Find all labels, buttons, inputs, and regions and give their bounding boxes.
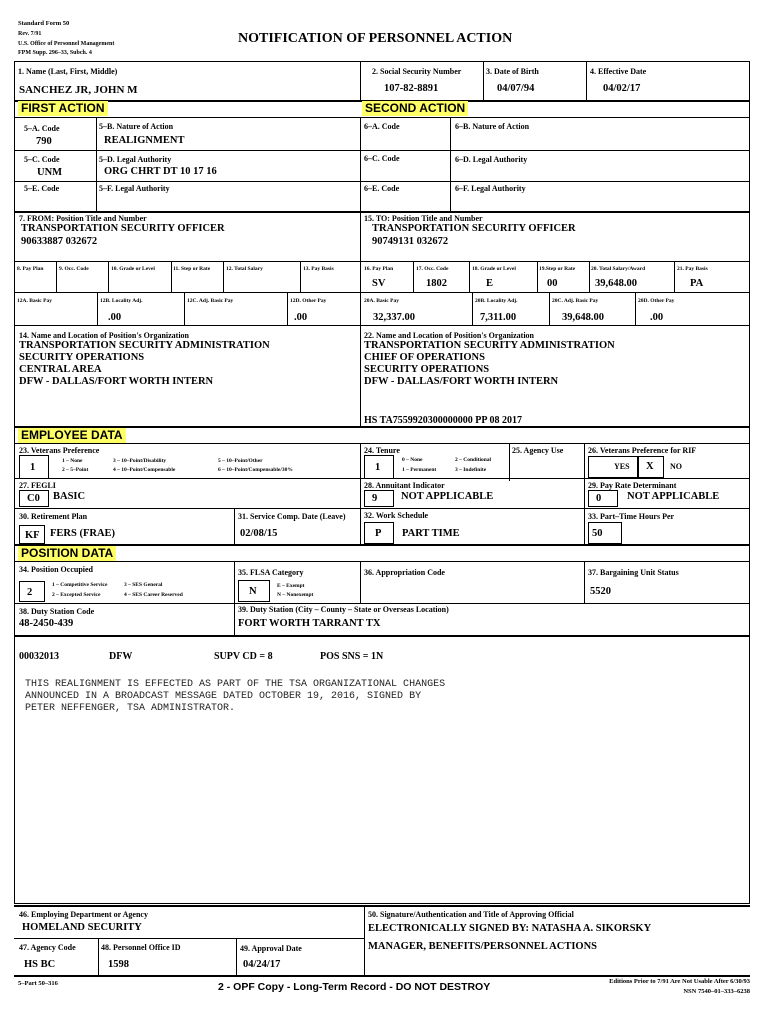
tenure-option: 1 – Permanent (402, 467, 437, 473)
locality-20b-label: 20B. Locality Adj. (475, 298, 518, 304)
other-pay-20d-label: 20D. Other Pay (638, 298, 675, 304)
appropriation-label: 36. Appropriation Code (364, 568, 445, 577)
org-22-code: HS TA7559920300000000 PP 08 2017 (364, 415, 522, 426)
hours-label: 33. Part–Time Hours Per (588, 512, 675, 521)
adj-basic-20c-value: 39,648.00 (562, 312, 604, 323)
other-pay-12d-label: 12D. Other Pay (290, 298, 327, 304)
code-5e-label: 5–E. Code (24, 184, 60, 193)
nsn-number: NSN 7540–01–333–6238 (683, 988, 750, 995)
effective-date-label: 4. Effective Date (590, 67, 647, 76)
from-position-number: 90633887 032672 (21, 236, 98, 247)
basic-pay-12a-label: 12A. Basic Pay (17, 298, 52, 304)
org-14-line: CENTRAL AREA (19, 364, 102, 375)
vet-option: 1 – None (62, 458, 83, 464)
first-action-heading: FIRST ACTION (18, 101, 108, 116)
step-19-value: 00 (547, 278, 558, 289)
dob-value: 04/07/94 (497, 83, 535, 94)
salary-12-label: 12. Total Salary (226, 266, 263, 272)
pay-basis-13-label: 13. Pay Basis (303, 266, 334, 272)
approval-date-value: 04/24/17 (243, 959, 281, 970)
schedule-value: PART TIME (402, 528, 460, 539)
schedule-label: 32. Work Schedule (364, 511, 429, 520)
nature-6b-label: 6–B. Nature of Action (455, 122, 530, 131)
nature-5b-label: 5–B. Nature of Action (99, 122, 174, 131)
other-pay-20d-value: .00 (650, 312, 664, 323)
annuitant-code-box (364, 490, 394, 507)
dept-label: 46. Employing Department or Agency (19, 910, 148, 919)
remarks-text: THIS REALIGNMENT IS EFFECTED AS PART OF THE TSA ORGANIZATIONAL CHANGES ANNOUNCED IN A BROADCAST MESSAGE DATED OCTOBER 19, 2016, SIGNED BY PETER NEFFENGER, TSA ADMINISTRATOR. (25, 679, 446, 714)
to-position-title: TRANSPORTATION SECURITY OFFICER (372, 223, 576, 234)
scd-label: 31. Service Comp. Date (Leave) (238, 512, 346, 521)
basic-pay-20a-value: 32,337.00 (373, 312, 415, 323)
retirement-value: FERS (FRAE) (50, 528, 116, 539)
ssn-label: 2. Social Security Number (372, 67, 462, 76)
retirement-label: 30. Retirement Plan (19, 512, 88, 521)
second-action-heading: SECOND ACTION (362, 101, 468, 116)
grade-10-label: 10. Grade or Level (111, 266, 155, 272)
dob-label: 3. Date of Birth (486, 67, 539, 76)
agency-code-value: HS BC (24, 959, 56, 970)
step-19-label: 19.Step or Rate (539, 266, 576, 272)
signature-title: MANAGER, BENEFITS/PERSONNEL ACTIONS (368, 941, 598, 952)
prd-code: 0 (596, 493, 602, 504)
org-22-line: SECURITY OPERATIONS (364, 364, 490, 375)
rif-label: 26. Veterans Preference for RIF (588, 446, 697, 455)
signature-value: ELECTRONICALLY SIGNED BY: NATASHA A. SIKORSKY (368, 923, 652, 934)
code-5a-value: 790 (36, 136, 52, 147)
remark-code: POS SNS = 1N (320, 651, 384, 662)
from-position-title: TRANSPORTATION SECURITY OFFICER (21, 223, 225, 234)
flsa-label: 35. FLSA Category (238, 568, 304, 577)
prd-code-box (588, 490, 618, 507)
vet-pref-label: 23. Veterans Preference (19, 446, 100, 455)
vet-option: 3 – 10–Point/Disability (113, 458, 167, 464)
remark-code: 00032013 (19, 651, 59, 662)
rif-no-label: NO (670, 462, 682, 471)
form-revision: Rev. 7/91 (18, 31, 42, 37)
pay-plan-16-value: SV (372, 278, 386, 289)
legal-6f-label: 6–F. Legal Authority (455, 184, 526, 193)
employee-name: SANCHEZ JR, JOHN M (19, 84, 138, 96)
locality-20b-value: 7,311.00 (480, 312, 517, 323)
rif-yes-box (588, 456, 638, 478)
legal-6d-label: 6–D. Legal Authority (455, 155, 528, 164)
fegli-value: BASIC (53, 491, 86, 502)
schedule-code: P (375, 528, 382, 539)
tenure-option: 2 – Conditional (455, 457, 492, 463)
org-22-line: TRANSPORTATION SECURITY ADMINISTRATION (364, 340, 615, 351)
signature-label: 50. Signature/Authentication and Title of Approving Official (368, 910, 574, 919)
adj-basic-20c-label: 20C. Adj. Basic Pay (552, 298, 599, 304)
vet-option: 5 – 10–Point/Other (218, 458, 263, 464)
legal-5f-label: 5–F. Legal Authority (99, 184, 170, 193)
rif-yes-label: YES (614, 462, 630, 471)
retirement-code: KF (25, 530, 40, 541)
scd-value: 02/08/15 (240, 528, 278, 539)
adj-basic-12c-label: 12C. Adj. Basic Pay (187, 298, 234, 304)
duty-code-label: 38. Duty Station Code (19, 607, 95, 616)
form-supplement: FPM Supp. 296–33, Subch. 4 (18, 50, 92, 56)
bargaining-label: 37. Bargaining Unit Status (588, 568, 679, 577)
occupied-option: 3 – SES General (124, 582, 163, 588)
vet-option: 2 – 5–Point (62, 467, 89, 473)
occupied-option: 4 – SES Career Reserved (124, 592, 183, 598)
to-position-number: 90749131 032672 (372, 236, 449, 247)
prd-label: 29. Pay Rate Determinant (588, 481, 677, 490)
vet-option: 6 – 10–Point/Compensable/30% (218, 467, 293, 473)
flsa-option: N – Nonexempt (277, 592, 314, 598)
form-agency: U.S. Office of Personnel Management (18, 41, 115, 47)
to-position-label: 15. TO: Position Title and Number (364, 214, 483, 223)
org-14-line: SECURITY OPERATIONS (19, 352, 145, 363)
rif-check-mark: X (646, 461, 654, 472)
basic-pay-20a-label: 20A. Basic Pay (364, 298, 399, 304)
org-14-line: TRANSPORTATION SECURITY ADMINISTRATION (19, 340, 270, 351)
org-14-label: 14. Name and Location of Position's Organization (19, 331, 190, 340)
legal-5d-label: 5–D. Legal Authority (99, 155, 172, 164)
occ-code-17-label: 17. Occ. Code (416, 266, 449, 272)
code-5c-value: UNM (37, 167, 63, 178)
code-5c-label: 5–C. Code (24, 155, 60, 164)
flsa-option: E – Exempt (277, 583, 305, 589)
code-6c-label: 6–C. Code (364, 154, 400, 163)
remark-code: SUPV CD = 8 (214, 651, 273, 662)
duty-code-value: 48-2450-439 (19, 618, 74, 629)
flsa-value: N (249, 586, 257, 597)
step-11-label: 11. Step or Rate (173, 266, 211, 272)
org-14-line: DFW - DALLAS/FORT WORTH INTERN (19, 376, 214, 387)
org-22-line: CHIEF OF OPERATIONS (364, 352, 485, 363)
office-id-value: 1598 (108, 959, 129, 970)
locality-12b-value: .00 (108, 312, 122, 323)
dept-value: HOMELAND SECURITY (22, 922, 142, 933)
legal-5d-value: ORG CHRT DT 10 17 16 (104, 166, 217, 177)
position-data-heading: POSITION DATA (18, 546, 116, 561)
from-position-label: 7. FROM: Position Title and Number (19, 214, 147, 223)
tenure-option: 0 – None (402, 457, 423, 463)
grade-18-label: 18. Grade or Level (472, 266, 516, 272)
pay-plan-8-label: 8. Pay Plan (17, 266, 44, 272)
name-label: 1. Name (Last, First, Middle) (18, 67, 118, 76)
duty-station-label: 39. Duty Station (City – County – State or Overseas Location) (238, 605, 449, 614)
fegli-code: C0 (27, 493, 40, 504)
position-occupied-label: 34. Position Occupied (19, 565, 94, 574)
occupied-option: 2 – Excepted Service (52, 592, 101, 598)
employee-data-heading: EMPLOYEE DATA (18, 428, 126, 443)
pay-basis-21-value: PA (690, 278, 704, 289)
vet-pref-value: 1 (30, 462, 36, 473)
agency-code-label: 47. Agency Code (19, 943, 76, 952)
tenure-label: 24. Tenure (364, 446, 400, 455)
bargaining-value: 5520 (590, 586, 611, 597)
agency-use-label: 25. Agency Use (512, 446, 564, 455)
hours-value: 50 (592, 528, 603, 539)
other-pay-12d-value: .00 (294, 312, 308, 323)
tenure-value: 1 (375, 462, 381, 473)
duty-station-value: FORT WORTH TARRANT TX (238, 618, 381, 629)
tenure-option: 3 – Indefinite (455, 467, 487, 473)
org-22-label: 22. Name and Location of Position's Organization (364, 331, 535, 340)
code-6e-label: 6–E. Code (364, 184, 400, 193)
prd-value: NOT APPLICABLE (627, 491, 720, 502)
salary-20-value: 39,648.00 (595, 278, 637, 289)
vet-option: 4 – 10–Point/Compensable (113, 467, 176, 473)
code-5a-label: 5–A. Code (24, 124, 60, 133)
office-id-label: 48. Personnel Office ID (101, 943, 181, 952)
occ-code-17-value: 1802 (426, 278, 447, 289)
part-number: 5–Part 50–316 (18, 980, 58, 987)
salary-20-label: 20. Total Salary/Award (591, 266, 646, 272)
annuitant-value: NOT APPLICABLE (401, 491, 494, 502)
occ-code-9-label: 9. Occ. Code (59, 266, 89, 272)
copy-designation: 2 - OPF Copy - Long-Term Record - DO NOT DESTROY (218, 981, 491, 993)
pay-basis-21-label: 21. Pay Basis (677, 266, 708, 272)
annuitant-code: 9 (372, 493, 378, 504)
position-occupied-value: 2 (27, 587, 33, 598)
form-number: Standard Form 50 (18, 20, 70, 27)
editions-note: Editions Prior to 7/91 Are Not Usable After 6/30/93 (609, 978, 750, 985)
annuitant-label: 28. Annuitant Indicator (364, 481, 445, 490)
fegli-label: 27. FEGLI (19, 481, 56, 490)
locality-12b-label: 12B. Locality Adj. (100, 298, 143, 304)
nature-5b-value: REALIGNMENT (104, 135, 185, 146)
ssn-value: 107-82-8891 (384, 83, 439, 94)
remark-code: DFW (109, 651, 133, 662)
approval-date-label: 49. Approval Date (240, 944, 302, 953)
grade-18-value: E (486, 278, 494, 289)
code-6a-label: 6–A. Code (364, 122, 400, 131)
effective-date-value: 04/02/17 (603, 83, 641, 94)
occupied-option: 1 – Competitive Service (52, 582, 108, 588)
pay-plan-16-label: 16. Pay Plan (364, 266, 394, 272)
page-title: NOTIFICATION OF PERSONNEL ACTION (238, 31, 513, 46)
org-22-line: DFW - DALLAS/FORT WORTH INTERN (364, 376, 559, 387)
